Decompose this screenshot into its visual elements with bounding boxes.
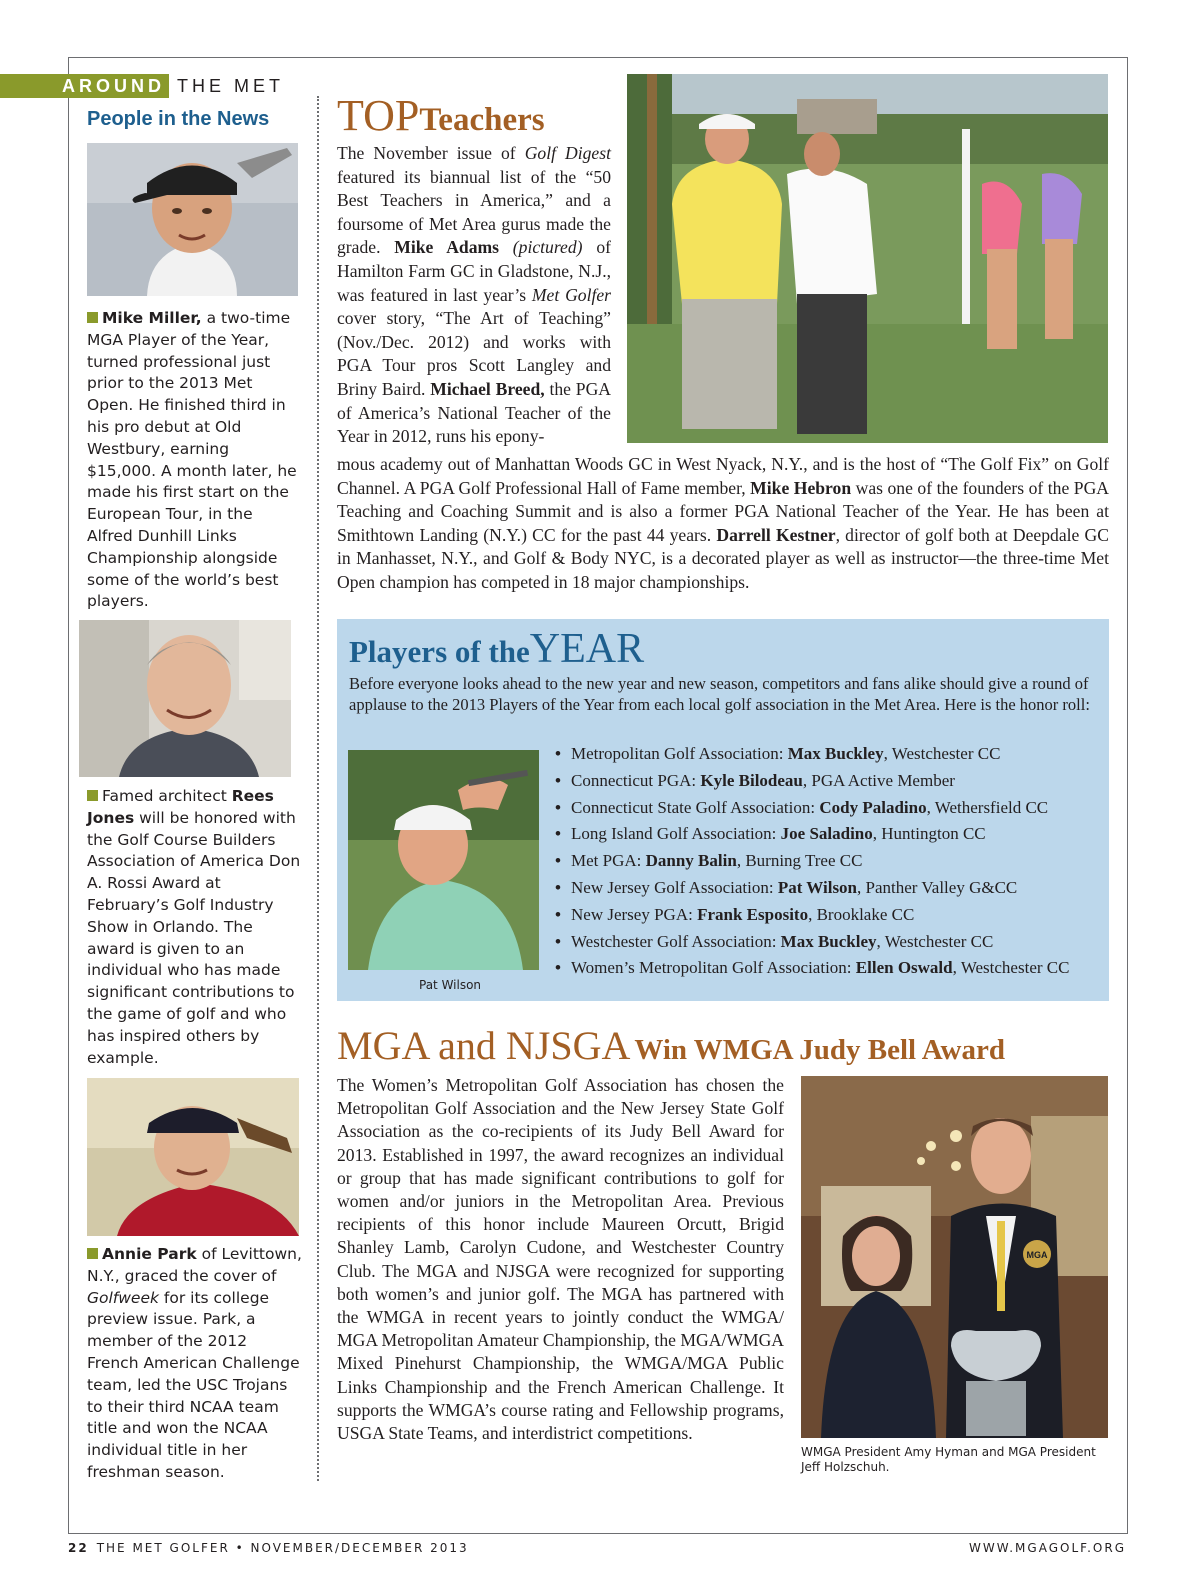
judy-bell-article: The Women’s Metropolitan Golf Association has chosen the Metropolitan Golf Association and the New Jersey State Golf Association as the co-recipients of its Judy Bell Award for 2013. Established in 1997, the award recognizes an individual or group that has made significant contributions to golf for women and/or juniors in the Metropolitan Area. Previous recipients of this honor include Maureen Orcutt, Brigid Shanley Lamb, Carolyn Cudone, and Westchester Country Club. The MGA and NJSGA were recognized for supporting both women’s and junior golf. The MGA has partnered with the WMGA in recent years to jointly conduct the WMGA/ MGA Metropolitan Amateur Championship, the MGA/WMGA Mixed Pinehurst Championship, the WMGA/MGA Public Links Championship and the French American Challenge. It supports the WMGA’s course rating and Fellowship programs, USGA State Teams, and interdistrict competitions. bbox=[337, 1075, 784, 1444]
players-honor-roll bbox=[555, 741, 1100, 982]
honor-roll-item bbox=[555, 795, 1100, 822]
article-italic: Golf Digest bbox=[524, 143, 611, 163]
player-name: Max Buckley bbox=[780, 931, 877, 951]
sidebar-name: Mike Miller, bbox=[102, 309, 202, 327]
sidebar-text: for its college preview issue. Park, a member of the 2012 French American Challenge team, led the USC Trojans to their third NCAA team title and won the NCAA individual title in her freshman season. bbox=[87, 1288, 300, 1481]
association-name: Long Island Golf Association: bbox=[571, 824, 781, 844]
teachers-photo bbox=[627, 74, 1108, 443]
sidebar-italic: Golfweek bbox=[87, 1288, 159, 1307]
mga-badge-logo: MGA bbox=[1026, 1250, 1048, 1260]
bullet-square bbox=[87, 1248, 98, 1259]
honor-roll-item bbox=[555, 821, 1100, 848]
honor-roll-item bbox=[555, 875, 1100, 902]
players-of-year-box bbox=[337, 619, 1109, 1001]
honor-roll-item bbox=[555, 848, 1100, 875]
rees-jones-photo bbox=[79, 620, 291, 777]
article-text: featured its biannual list of the “50 Best Teachers in America,” and a foursome of Met Area gurus made the grade. bbox=[337, 166, 611, 258]
association-name: Connecticut PGA: bbox=[571, 770, 701, 790]
column-divider bbox=[317, 96, 319, 1481]
club-name: , Westchester CC bbox=[876, 931, 994, 951]
teachers-article-continued bbox=[337, 453, 1109, 595]
headline-mga-njsga: MGA and NJSGA bbox=[337, 1023, 631, 1068]
teacher-name: Michael Breed, bbox=[430, 378, 545, 399]
sidebar-name: Rees Jones bbox=[87, 787, 274, 827]
association-name: Metropolitan Golf Association: bbox=[571, 744, 788, 763]
headline-top-word: TOP bbox=[337, 91, 420, 140]
players-of-year-headline bbox=[349, 625, 644, 673]
people-in-news-title: People in the News bbox=[87, 108, 270, 130]
magazine-issue: THE MET GOLFER • NOVEMBER/DECEMBER 2013 bbox=[96, 1541, 469, 1555]
club-name: , Burning Tree CC bbox=[736, 851, 863, 871]
pat-wilson-photo bbox=[348, 750, 539, 970]
section-label-around: AROUND bbox=[0, 74, 169, 98]
top-teachers-headline bbox=[337, 90, 545, 141]
player-name: Pat Wilson bbox=[777, 877, 858, 897]
section-label-the-met: THE MET bbox=[177, 75, 284, 96]
footer-url: WWW.MGAGOLF.ORG bbox=[969, 1541, 1126, 1555]
association-name: New Jersey PGA: bbox=[571, 904, 698, 924]
headline-players-of-the: Players of the bbox=[349, 634, 530, 669]
club-name: , PGA Active Member bbox=[802, 770, 955, 790]
sidebar-text: Famed architect bbox=[102, 787, 232, 805]
club-name: , Panther Valley G&CC bbox=[857, 877, 1018, 897]
article-text: the PGA of America’s National Teacher of the Year in 2012, runs his epony- bbox=[337, 378, 611, 447]
article-italic: Met Golfer bbox=[531, 284, 612, 305]
association-name: Met PGA: bbox=[571, 851, 646, 871]
association-name: New Jersey Golf Association: bbox=[571, 877, 778, 897]
article-text: cover story, “The Art of Teaching” (Nov./Dec. 2012) and works with PGA Tour pros Scott Langley and Briny Baird. bbox=[337, 308, 611, 399]
bullet-square bbox=[87, 790, 98, 801]
club-name: , Brooklake CC bbox=[808, 904, 915, 924]
teachers-article-column bbox=[337, 142, 611, 449]
honor-roll-item bbox=[555, 768, 1100, 795]
mike-miller-photo bbox=[87, 143, 298, 296]
player-name: Ellen Oswald bbox=[855, 958, 953, 978]
honor-roll-item bbox=[555, 741, 1100, 768]
annie-park-photo bbox=[87, 1078, 299, 1236]
award-photo bbox=[801, 1076, 1108, 1438]
player-name: Frank Esposito bbox=[697, 904, 809, 924]
club-name: , Westchester CC bbox=[883, 744, 1001, 763]
club-name: , Huntington CC bbox=[872, 824, 986, 844]
teacher-name: Mike Hebron bbox=[750, 477, 852, 498]
sidebar-item-rees-jones bbox=[87, 786, 302, 1069]
article-text: The November issue of bbox=[337, 143, 525, 163]
teacher-name: Darrell Kestner bbox=[716, 524, 836, 545]
article-text: of Hamilton Farm GC in Gladstone, N.J., was featured in last year’s bbox=[337, 237, 611, 305]
sidebar-name: Annie Park bbox=[102, 1245, 197, 1263]
headline-teachers-word: Teachers bbox=[419, 102, 545, 138]
sidebar-text: will be honored with the Golf Course Builders Association of America Don A. Rossi Award at February’s Golf Industry Show in Orlando. The award is given to an individual who has made significant contributions to the game of golf and who has inspired others by example. bbox=[87, 808, 301, 1067]
article-italic: (pictured) bbox=[499, 237, 583, 258]
honor-roll-item bbox=[555, 955, 1100, 982]
association-name: Westchester Golf Association: bbox=[571, 931, 781, 951]
article-text: , director of golf both at Deepdale GC in Manhasset, N.Y., and Golf & Body NYC, is a decorated player as well as instructor—the three-time Met Open champion has competed in 18 major championships. bbox=[337, 524, 1109, 592]
sidebar-item-mike-miller bbox=[87, 308, 302, 613]
pat-wilson-caption: Pat Wilson bbox=[419, 978, 482, 992]
page-number: 22 bbox=[68, 1541, 89, 1555]
players-intro: Before everyone looks ahead to the new year and new season, competitors and fans alike should give a round of applause to the 2013 Players of the Year from each local golf association in the Met Area. Here is the honor roll: bbox=[349, 674, 1090, 714]
headline-year: YEAR bbox=[529, 626, 645, 672]
association-name: Connecticut State Golf Association: bbox=[571, 797, 820, 817]
player-name: Cody Paladino bbox=[819, 797, 927, 817]
player-name: Kyle Bilodeau bbox=[700, 770, 803, 790]
honor-roll-item bbox=[555, 902, 1100, 929]
judy-bell-award-headline bbox=[337, 1022, 1005, 1069]
player-name: Max Buckley bbox=[787, 744, 884, 763]
article-text: was one of the founders of the PGA Teaching and Coaching Summit and is also a former PGA National Teacher of the Year. He has been at Smithtown Landing (N.Y.) CC for the past 44 years. bbox=[337, 477, 1109, 545]
sidebar-item-annie-park bbox=[87, 1244, 302, 1484]
teacher-name: Mike Adams bbox=[394, 237, 499, 258]
player-name: Danny Balin bbox=[645, 851, 737, 871]
association-name: Women’s Metropolitan Golf Association: bbox=[571, 958, 856, 978]
player-name: Joe Saladino bbox=[780, 824, 873, 844]
headline-win-award: Win WMGA Judy Bell Award bbox=[634, 1034, 1005, 1066]
bullet-square bbox=[87, 312, 98, 323]
sidebar-text: of Levittown, N.Y., graced the cover of bbox=[87, 1245, 302, 1285]
footer-folio bbox=[68, 1541, 469, 1555]
award-photo-caption: WMGA President Amy Hyman and MGA President Jeff Holzschuh. bbox=[801, 1445, 1096, 1474]
club-name: , Westchester CC bbox=[952, 958, 1070, 978]
honor-roll-item bbox=[555, 929, 1100, 956]
club-name: , Wethersfield CC bbox=[926, 797, 1049, 817]
section-tab bbox=[0, 74, 284, 98]
article-text: mous academy out of Manhattan Woods GC in West Nyack, N.Y., and is the host of “The Golf Fix” on Golf Channel. A PGA Golf Professional Hall of Fame member, bbox=[337, 454, 1109, 498]
sidebar-text: a two-time MGA Player of the Year, turned professional just prior to the 2013 Met Open. He finished third in his pro debut at Old Westbury, earning $15,000. A month later, he made his first start on the European Tour, in the Alfred Dunhill Links Championship alongside some of the world’s best players. bbox=[87, 309, 297, 611]
